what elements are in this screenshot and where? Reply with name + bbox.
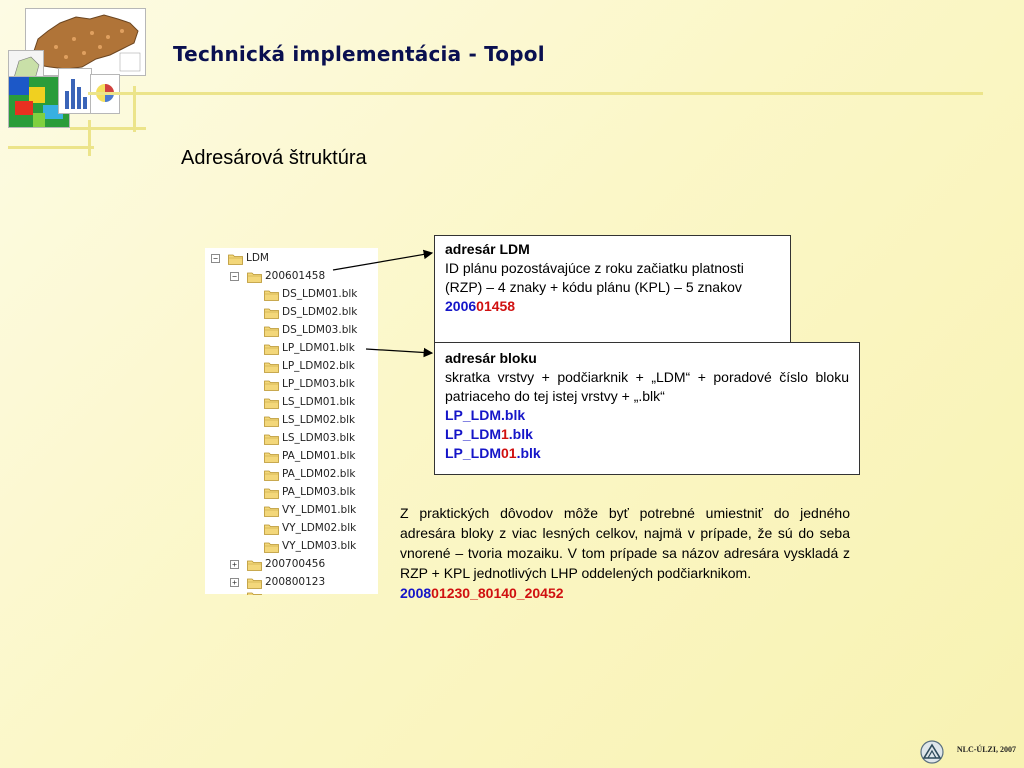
folder-label: 200700456 bbox=[265, 558, 326, 570]
paragraph-text: Z praktických dôvodov môže byť potrebné umiestniť do jedného adresára bloky z viac lesných celkov, najmä v prípade, že sú do seba vnorené – tvoria mozaiku. V tom prípade sa názov adresára vyskladá z RZP + KPL jednotlivých LHP oddelených podčiarknikom. bbox=[400, 505, 850, 581]
folder-label: PA_LDM03.blk bbox=[282, 486, 356, 498]
folder-label: VY_LDM02.blk bbox=[282, 522, 357, 534]
block-example-2-number: 1 bbox=[501, 426, 509, 442]
expand-toggle-icon[interactable]: + bbox=[230, 560, 239, 569]
folder-label: 200601458 bbox=[265, 270, 326, 282]
folder-label: PA_LDM01.blk bbox=[282, 450, 356, 462]
ldm-example-year: 2006 bbox=[445, 298, 477, 314]
ldm-example-code: 01458 bbox=[476, 298, 516, 314]
ldm-box-heading: adresár LDM bbox=[445, 241, 530, 257]
block-example-3 bbox=[445, 444, 849, 463]
explanation-paragraph bbox=[400, 503, 850, 603]
folder-label: LDM bbox=[246, 252, 269, 264]
block-example-2-suffix: .blk bbox=[508, 426, 533, 442]
folder-label: DS_LDM01.blk bbox=[282, 288, 358, 300]
folder-label: DS_LDM03.blk bbox=[282, 324, 358, 336]
paragraph-example-year: 2008 bbox=[400, 585, 432, 601]
footer-text: NLC-ÚLZI, 2007 bbox=[956, 745, 1016, 754]
block-info-box bbox=[434, 342, 860, 475]
page-title: Technická implementácia - Topol bbox=[173, 42, 545, 66]
folder-label: VY_LDM03.blk bbox=[282, 540, 357, 552]
block-example-3-number: 01 bbox=[501, 445, 517, 461]
block-box-text: skratka vrstvy + podčiarknik + „LDM“ + poradové číslo bloku patriaceho do tej istej vrstvy + „.blk“ bbox=[445, 369, 849, 404]
nlc-logo-icon bbox=[920, 740, 944, 764]
block-example-1: LP_LDM.blk bbox=[445, 407, 526, 423]
collapse-toggle-icon[interactable]: − bbox=[230, 272, 239, 281]
collapse-toggle-icon[interactable]: − bbox=[211, 254, 220, 263]
arrow-to-block-box bbox=[366, 349, 432, 353]
folder-label: PA_LDM02.blk bbox=[282, 468, 356, 480]
block-example-2 bbox=[445, 425, 849, 444]
section-subtitle: Adresárová štruktúra bbox=[181, 147, 367, 169]
ldm-box-text: ID plánu pozostávajúce z roku začiatku platnosti (RZP) – 4 znaky + kódu plánu (KPL) – 5 znakov bbox=[445, 260, 744, 295]
block-box-heading: adresár bloku bbox=[445, 350, 537, 366]
folder-label: VY_LDM01.blk bbox=[282, 504, 357, 516]
folder-label: LP_LDM02.blk bbox=[282, 360, 355, 372]
folder-label: LP_LDM03.blk bbox=[282, 378, 355, 390]
expand-toggle-icon[interactable]: + bbox=[230, 578, 239, 587]
folder-label: LP_LDM01.blk bbox=[282, 342, 355, 354]
arrow-to-ldm-box bbox=[333, 253, 432, 270]
folder-label: 200800123 bbox=[265, 576, 326, 588]
folder-label: LS_LDM01.blk bbox=[282, 396, 356, 408]
folder-label: LS_LDM02.blk bbox=[282, 414, 356, 426]
paragraph-example-codes: 01230_80140_20452 bbox=[431, 585, 564, 601]
block-example-2-prefix: LP_LDM bbox=[445, 426, 501, 442]
ldm-info-box bbox=[434, 235, 791, 347]
folder-label: LS_LDM03.blk bbox=[282, 432, 356, 444]
block-example-3-suffix: .blk bbox=[516, 445, 541, 461]
folder-label: DS_LDM02.blk bbox=[282, 306, 358, 318]
block-example-3-prefix: LP_LDM bbox=[445, 445, 501, 461]
ldm-box-example bbox=[445, 297, 780, 316]
